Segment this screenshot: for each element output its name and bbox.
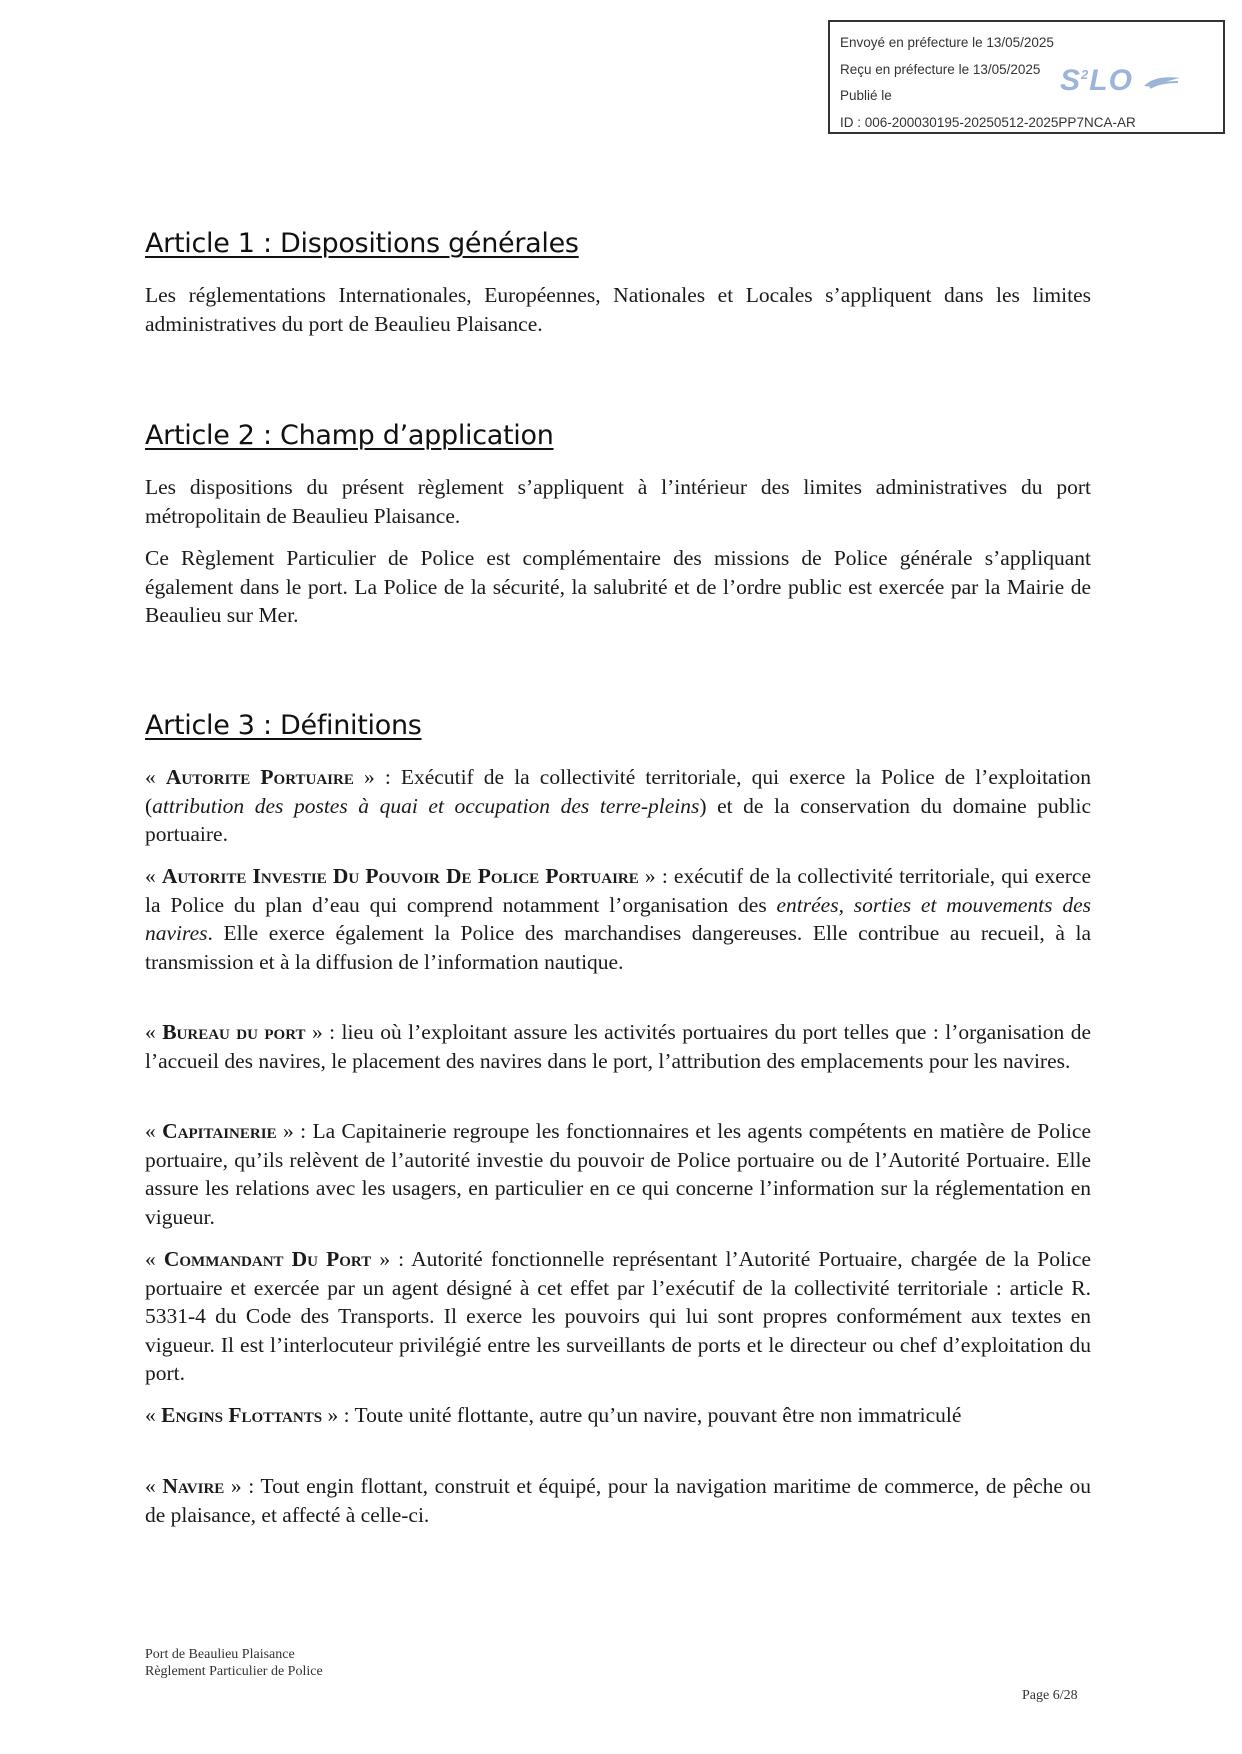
definition-engins-flottants: « Engins Flottants » : Toute unité flottante, autre qu’un navire, pouvant être non immatriculé	[145, 1403, 962, 1427]
definition-term: Bureau du port	[162, 1020, 306, 1044]
prefecture-stamp	[828, 20, 1225, 134]
article-2-paragraph-1: Les dispositions du présent règlement s’appliquent à l’intérieur des limites administratives du port métropolitain de Beaulieu Plaisance.	[145, 475, 1091, 528]
stamp-id: ID : 006-200030195-20250512-2025PP7NCA-AR	[840, 114, 1136, 130]
definition-autorite-portuaire: « Autorite Portuaire » : Exécutif de la collectivité territoriale, qui exerce la Police de l’exploitation (attribution des postes à quai et occupation des terre-pleins) et de la conservation du domaine public portuaire.	[145, 765, 1092, 846]
article-3-title: Article 3 : Définitions	[145, 710, 422, 741]
article-1-paragraph: Les réglementations Internationales, Européennes, Nationales et Locales s’appliquent dans les limites administratives du port de Beaulieu Plaisance.	[145, 283, 1091, 336]
definition-term: Engins Flottants	[161, 1403, 323, 1427]
definition-bureau-du-port: « Bureau du port » : lieu où l’exploitant assure les activités portuaires du port telles que : l’organisation de l’accueil des navires, le placement des navires dans le port, l’attribution des emplacements pour les navires.	[145, 1020, 1092, 1073]
definition-term: Capitainerie	[162, 1119, 277, 1143]
stamp-received-date: Reçu en préfecture le 13/05/2025	[840, 61, 1041, 77]
article-2-paragraph-2: Ce Règlement Particulier de Police est complémentaire des missions de Police générale s’appliquant également dans le port. La Police de la sécurité, la salubrité et de l’ordre public est exercée par la Mairie de Beaulieu sur Mer.	[145, 546, 1091, 627]
page-number: Page 6/28	[1022, 1688, 1078, 1703]
page-footer	[145, 1646, 323, 1680]
definition-autorite-investie: « Autorite Investie Du Pouvoir De Police Portuaire » : exécutif de la collectivité territoriale, qui exerce la Police du plan d’eau qui comprend notamment l’organisation des entrées, sorties et mouvements des navires. Elle exerce également la Police des marchandises dangereuses. Elle contribue au recueil, à la transmission et à la diffusion de l’information nautique.	[145, 864, 1092, 974]
definition-navire: « Navire » : Tout engin flottant, construit et équipé, pour la navigation maritime de commerce, de pêche ou de plaisance, et affecté à celle-ci.	[145, 1474, 1092, 1527]
footer-document-name: Règlement Particulier de Police	[145, 1664, 323, 1679]
definition-term: Autorite Investie Du Pouvoir De Police Portuaire	[161, 864, 639, 888]
footer-port-name: Port de Beaulieu Plaisance	[145, 1647, 295, 1662]
definition-term: Navire	[162, 1474, 225, 1498]
article-1-title: Article 1 : Dispositions générales	[145, 228, 579, 259]
wing-icon	[1142, 74, 1182, 90]
s2low-logo: $S^2LO$	[1060, 64, 1182, 98]
article-2-title: Article 2 : Champ d’application	[145, 420, 554, 451]
definition-term: Commandant Du Port	[163, 1247, 372, 1271]
definition-commandant-du-port: « Commandant Du Port » : Autorité fonctionnelle représentant l’Autorité Portuaire, chargée de la Police portuaire et exercée par un agent désigné à cet effet par l’exécutif de la collectivité territoriale : article R. 5331-4 du Code des Transports. Il exerce les pouvoirs qui lui sont propres conformément aux textes en vigueur. Il est l’interlocuteur privilégié entre les surveillants de ports et le directeur ou chef d’exploitation du port.	[145, 1247, 1091, 1385]
stamp-published: Publié le	[840, 88, 892, 103]
stamp-sent-date: Envoyé en préfecture le 13/05/2025	[840, 35, 1054, 50]
definition-term: Autorite Portuaire	[165, 765, 354, 789]
definition-capitainerie: « Capitainerie » : La Capitainerie regroupe les fonctionnaires et les agents compétents en matière de Police portuaire, qu’ils relèvent de l’autorité investie du pouvoir de Police portuaire ou de l’Autorité Portuaire. Elle assure les relations avec les usagers, en particulier en ce qui concerne l’information sur la réglementation en vigueur.	[145, 1119, 1092, 1229]
